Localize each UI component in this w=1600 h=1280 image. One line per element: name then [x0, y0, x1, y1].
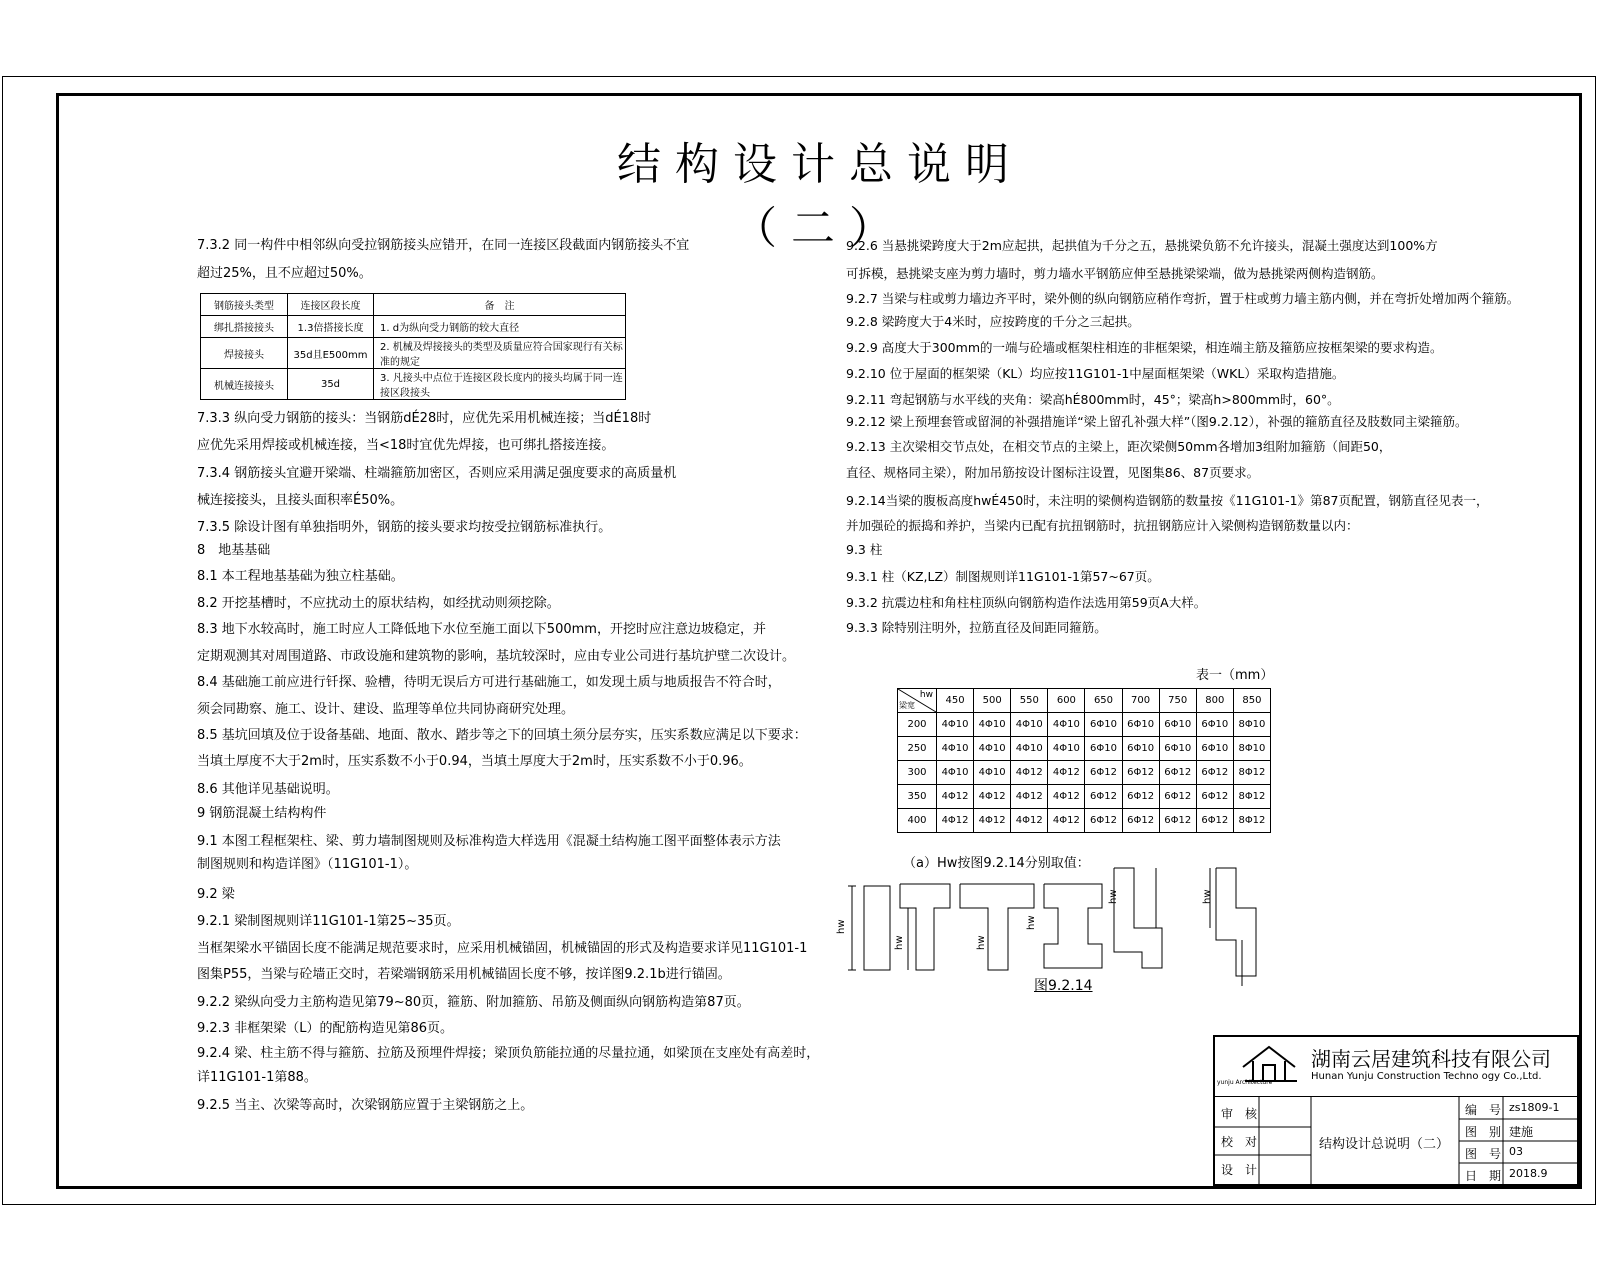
table-row-header: 200 — [898, 713, 937, 737]
figure-label: hw — [1108, 889, 1119, 904]
figure-label: hw — [1202, 889, 1213, 904]
table-cell: 4Φ10 — [974, 737, 1011, 761]
table-cell: 4Φ12 — [974, 809, 1011, 833]
text-line: 9.2.8 梁跨度大于4米时，应按跨度的千分之三起拱。 — [846, 314, 1140, 329]
table-cell: 4Φ10 — [937, 713, 974, 737]
table-cell: 6Φ10 — [1159, 737, 1196, 761]
rebar-table — [897, 688, 1271, 833]
table-cell: 4Φ10 — [1011, 713, 1048, 737]
logo-text: yunju Architecture — [1217, 1079, 1273, 1086]
table-cell: 6Φ10 — [1159, 713, 1196, 737]
table-header: 钢筋接头类型 — [201, 294, 288, 316]
table-cell: 6Φ12 — [1122, 809, 1159, 833]
table-cell: 6Φ10 — [1196, 713, 1233, 737]
table-cell: 6Φ12 — [1159, 809, 1196, 833]
table-cell: 8Φ12 — [1233, 785, 1270, 809]
text-line: 直径、规格同主梁），附加吊筋按设计图标注设置，见图集86、87页要求。 — [846, 465, 1260, 480]
table-cell: 4Φ10 — [1048, 737, 1085, 761]
title-block — [1213, 1035, 1579, 1186]
text-line: 9.2.10 位于屋面的框架梁（KL）均应按11G101-1中屋面框架梁（WKL）采取构造措施。 — [846, 366, 1345, 381]
text-line: 定期观测其对周围道路、市政设施和建筑物的影响，基坑较深时，应由专业公司进行基坑护壁二次设计。 — [197, 649, 796, 664]
text-line: 8.1 本工程地基基础为独立柱基础。 — [197, 569, 404, 584]
text-line: 8.4 基础施工前应进行钎探、验槽，待明无误后方可进行基础施工，如发现土质与地质报告不符合时， — [197, 675, 781, 690]
table-cell: 4Φ12 — [937, 785, 974, 809]
review-label: 审 核 — [1221, 1107, 1258, 1121]
table-row — [898, 761, 1271, 785]
text-line: 9.2.11 弯起钢筋与水平线的夹角：梁高hÉ800mm时，45°；梁高h>800mm时，60°。 — [846, 392, 1340, 407]
table-row — [898, 809, 1271, 833]
figure-label: hw — [894, 935, 905, 950]
table-cell: 6Φ12 — [1196, 785, 1233, 809]
table-cell: 35d — [288, 369, 374, 400]
table-row — [898, 785, 1271, 809]
text-line: 应优先采用焊接或机械连接，当<18时宜优先焊接，也可绑扎搭接连接。 — [197, 438, 615, 453]
table-cell: 4Φ10 — [937, 737, 974, 761]
text-line: 8.6 其他详见基础说明。 — [197, 782, 339, 797]
text-line: 9.2.4 梁、柱主筋不得与箍筋、拉筋及预埋件焊接；梁顶负筋能拉通的尽量拉通，如梁顶在支座处有高差时， — [197, 1046, 820, 1061]
table-cell: 6Φ10 — [1085, 713, 1122, 737]
figure-note: （a）Hw按图9.2.14分别取值： — [903, 856, 1090, 871]
table-row — [201, 316, 626, 338]
figure-label: hw — [1026, 915, 1037, 930]
section-i — [1044, 884, 1102, 968]
table-header: 550 — [1011, 689, 1048, 713]
table-header: 850 — [1233, 689, 1270, 713]
table-cell: 机械连接接头 — [201, 369, 288, 400]
table-cell: 6Φ10 — [1122, 737, 1159, 761]
table-cell: 2. 机械及焊接接头的类型及质量应符合国家现行有关标准的规定 — [374, 338, 626, 369]
text-line: 9.3.2 抗震边柱和角柱柱顶纵向钢筋构造作法选用第59页A大样。 — [846, 595, 1207, 610]
table-cell: 35d且E500mm — [288, 338, 374, 369]
number-label: 编 号 — [1465, 1103, 1502, 1117]
category-label: 图 别 — [1465, 1125, 1502, 1139]
table-corner-cell — [898, 689, 937, 713]
table-cell: 6Φ10 — [1085, 737, 1122, 761]
table-header: 备 注 — [374, 294, 626, 316]
text-line: 9.2.6 当悬挑梁跨度大于2m应起拱，起拱值为千分之五，悬挑梁负筋不允许接头，混凝土强度达到100%方 — [846, 238, 1438, 253]
text-line: 当填土厚度不大于2m时，压实系数不小于0.94，当填土厚度大于2m时，压实系数不小于0.96。 — [197, 754, 752, 769]
table-header: 450 — [937, 689, 974, 713]
text-line: 9.2 梁 — [197, 887, 235, 902]
text-line: 制图规则和构造详图》（11G101-1）。 — [197, 857, 418, 872]
table-header: 650 — [1085, 689, 1122, 713]
section-l — [1114, 868, 1162, 968]
text-line: 9.2.5 当主、次梁等高时，次梁钢筋应置于主梁钢筋之上。 — [197, 1098, 534, 1113]
table-cell: 6Φ10 — [1122, 713, 1159, 737]
table-row — [201, 338, 626, 369]
text-line: 9.2.14当梁的腹板高度hwÉ450时，未注明的梁侧构造钢筋的数量按《11G101-1》第87页配置，钢筋直径见表一， — [846, 493, 1489, 508]
corner-bottom-label: 梁宽 — [899, 701, 915, 710]
date-value: 2018.9 — [1509, 1167, 1548, 1180]
text-line: 详11G101-1第88。 — [197, 1070, 317, 1085]
text-line: 当框架梁水平锚固长度不能满足规范要求时，应采用机械锚固，机械锚固的形式及构造要求详见11G101-1 — [197, 941, 808, 956]
figure-label: hw — [976, 935, 987, 950]
table-row — [898, 737, 1271, 761]
text-line: 8 地基基础 — [197, 543, 271, 558]
table-cell: 4Φ10 — [937, 761, 974, 785]
table-cell: 焊接接头 — [201, 338, 288, 369]
table-row-header: 350 — [898, 785, 937, 809]
table-header: 600 — [1048, 689, 1085, 713]
text-line: 9.2.3 非框架梁（L）的配筋构造见第86页。 — [197, 1021, 453, 1036]
table-header: 连接区段长度 — [288, 294, 374, 316]
table-cell: 4Φ12 — [937, 809, 974, 833]
table-row — [898, 689, 1271, 713]
text-line: 可拆模，悬挑梁支座为剪力墙时，剪力墙水平钢筋应伸至悬挑梁梁端，做为悬挑梁两侧构造钢筋。 — [846, 266, 1384, 281]
text-line: 7.3.3 纵向受力钢筋的接头：当钢筋dÉ28时，应优先采用机械连接；当dÉ18时 — [197, 411, 652, 426]
text-line: 9.3.1 柱（KZ,LZ）制图规则详11G101-1第57~67页。 — [846, 569, 1160, 584]
table-cell: 6Φ12 — [1196, 809, 1233, 833]
page-title: 结构设计总说明（二） — [617, 139, 1023, 254]
drawing-name: 结构设计总说明（二） — [1319, 1137, 1450, 1152]
sheet-value: 03 — [1509, 1145, 1523, 1158]
table-cell: 4Φ12 — [1048, 809, 1085, 833]
table-cell: 8Φ10 — [1233, 713, 1270, 737]
table-row — [201, 294, 626, 316]
sheet-label: 图 号 — [1465, 1147, 1502, 1161]
design-label: 设 计 — [1221, 1163, 1258, 1177]
table-cell: 4Φ12 — [1048, 761, 1085, 785]
table-cell: 1. d为纵向受力钢筋的较大直径 — [374, 316, 626, 338]
table-cell: 4Φ12 — [1011, 785, 1048, 809]
table-cell: 6Φ12 — [1159, 785, 1196, 809]
text-line: 9.2.9 高度大于300mm的一端与砼墙或框架柱相连的非框架梁，相连端主筋及箍筋应按框架梁的要求构造。 — [846, 340, 1443, 355]
table-row — [898, 713, 1271, 737]
table-header: 500 — [974, 689, 1011, 713]
table-row-header: 400 — [898, 809, 937, 833]
section-z — [1216, 868, 1256, 976]
table-row — [201, 369, 626, 400]
title-block-grid — [1215, 1096, 1577, 1185]
table-cell: 6Φ12 — [1085, 761, 1122, 785]
text-line: 7.3.4 钢筋接头宜避开梁端、柱端箍筋加密区，否则应采用满足强度要求的高质量机 — [197, 466, 677, 481]
table-cell: 3. 凡接头中点位于连接区段长度内的接头均属于同一连接区段接头 — [374, 369, 626, 400]
corner-top-label: hw — [919, 690, 933, 700]
text-line: 9.1 本图工程框架柱、梁、剪力墙制图规则及标准构造大样选用《混凝土结构施工图平面整体表示方法 — [197, 834, 781, 849]
table-cell: 4Φ10 — [1011, 737, 1048, 761]
table-cell: 4Φ12 — [974, 785, 1011, 809]
table-header: 800 — [1196, 689, 1233, 713]
text-line: 9.2.13 主次梁相交节点处，在相交节点的主梁上，距次梁侧50mm各增加3组附加箍筋（间距50， — [846, 439, 1392, 454]
table-cell: 8Φ12 — [1233, 809, 1270, 833]
text-line: 7.3.5 除设计图有单独指明外，钢筋的接头要求均按受拉钢筋标准执行。 — [197, 520, 612, 535]
table-cell: 4Φ12 — [1011, 809, 1048, 833]
text-line: 8.2 开挖基槽时，不应扰动土的原状结构，如经扰动则须挖除。 — [197, 596, 560, 611]
text-line: 8.5 基坑回填及位于设备基础、地面、散水、踏步等之下的回填土须分层夯实，压实系数应满足以下要求： — [197, 728, 807, 743]
date-label: 日 期 — [1465, 1169, 1502, 1183]
figure-caption: 图9.2.14 — [1034, 978, 1093, 994]
figure-label: hw — [836, 919, 847, 934]
text-line: 械连接接头，且接头面积率É50%。 — [197, 493, 404, 508]
table-cell: 4Φ12 — [1048, 785, 1085, 809]
table-cell: 1.3倍搭接长度 — [288, 316, 374, 338]
check-label: 校 对 — [1221, 1135, 1258, 1149]
table-cell: 6Φ12 — [1196, 761, 1233, 785]
text-line: 9.2.2 梁纵向受力主筋构造见第79~80页，箍筋、附加箍筋、吊筋及侧面纵向钢筋构造第87页。 — [197, 995, 750, 1010]
text-line: 7.3.2 同一构件中相邻纵向受拉钢筋接头应错开，在同一连接区段截面内钢筋接头不宜 — [197, 238, 690, 253]
table-cell: 6Φ12 — [1122, 785, 1159, 809]
text-line: 9.2.1 梁制图规则详11G101-1第25~35页。 — [197, 914, 460, 929]
table-cell: 6Φ12 — [1122, 761, 1159, 785]
text-line: 9.2.7 当梁与柱或剪力墙边齐平时，梁外侧的纵向钢筋应稍作弯折，置于柱或剪力墙主筋内侧，并在弯折处增加两个箍筋。 — [846, 291, 1520, 306]
section-t2 — [960, 884, 1034, 970]
table-cell: 8Φ10 — [1233, 737, 1270, 761]
text-line: 9 钢筋混凝土结构构件 — [197, 806, 327, 821]
text-line: 9.3 柱 — [846, 542, 883, 557]
table-row-header: 250 — [898, 737, 937, 761]
text-line: 9.3.3 除特别注明外，拉筋直径及间距同箍筋。 — [846, 620, 1107, 635]
text-line: 须会同勘察、施工、设计、建设、监理等单位共同协商研究处理。 — [197, 702, 575, 717]
category-value: 建施 — [1509, 1125, 1534, 1139]
company-name-cn: 湖南云居建筑科技有限公司 — [1311, 1047, 1551, 1071]
table-cell: 4Φ12 — [1011, 761, 1048, 785]
table-cell: 4Φ10 — [974, 761, 1011, 785]
table-cell: 6Φ10 — [1196, 737, 1233, 761]
section-rect — [864, 886, 890, 970]
number-value: zs1809-1 — [1509, 1101, 1560, 1114]
text-line: 9.2.12 梁上预埋套管或留洞的补强措施详“梁上留孔补强大样”（图9.2.12），补强的箍筋直径及肢数同主梁箍筋。 — [846, 414, 1468, 429]
table-cell: 6Φ12 — [1159, 761, 1196, 785]
splice-table — [200, 293, 626, 400]
table-cell: 4Φ10 — [1048, 713, 1085, 737]
text-line: 图集P55，当梁与砼墙正交时，若梁端钢筋采用机械锚固长度不够，按详图9.2.1b进行锚固。 — [197, 967, 731, 982]
table-header: 700 — [1122, 689, 1159, 713]
text-line: 并加强砼的振捣和养护，当梁内已配有抗扭钢筋时，抗扭钢筋应计入梁侧构造钢筋数量以内： — [846, 518, 1359, 533]
table1-caption: 表一（mm） — [1196, 668, 1274, 683]
table-cell: 8Φ12 — [1233, 761, 1270, 785]
text-line: 8.3 地下水较高时，施工时应人工降低地下水位至施工面以下500mm，开挖时应注意边坡稳定，并 — [197, 622, 766, 637]
table-cell: 4Φ10 — [974, 713, 1011, 737]
table-row-header: 300 — [898, 761, 937, 785]
table-cell: 绑扎搭接接头 — [201, 316, 288, 338]
table-cell: 6Φ12 — [1085, 785, 1122, 809]
table-header: 750 — [1159, 689, 1196, 713]
company-name-en: Hunan Yunju Construction Techno ogy Co.,Ltd. — [1311, 1071, 1542, 1082]
table-cell: 6Φ12 — [1085, 809, 1122, 833]
text-line: 超过25%，且不应超过50%。 — [197, 266, 372, 281]
